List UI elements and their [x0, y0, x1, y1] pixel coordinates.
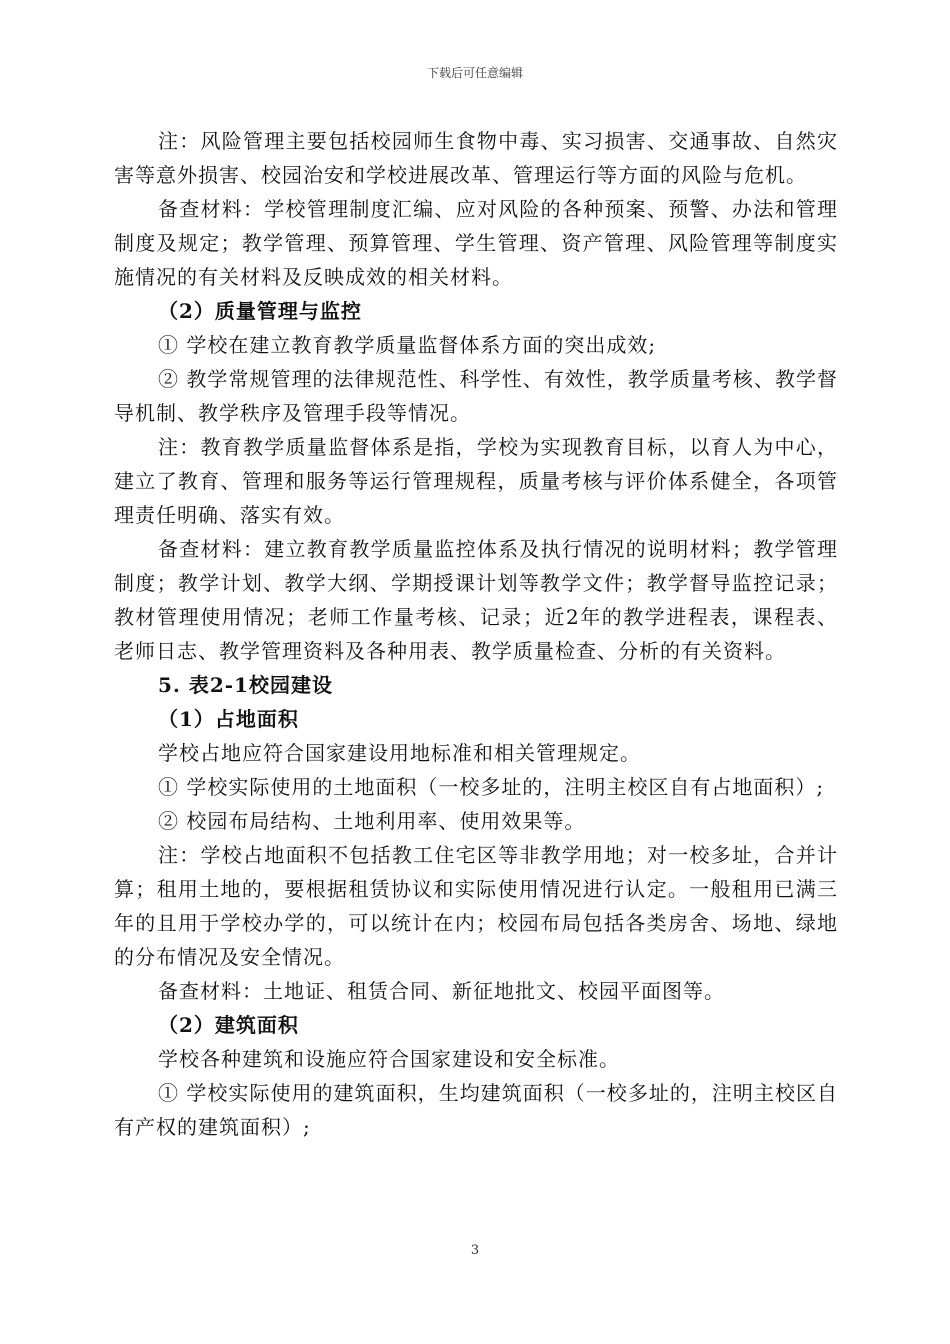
paragraph: 注：风险管理主要包括校园师生食物中毒、实习损害、交通事故、自然灾害等意外损害、校园治安和学校进展改革、管理运行等方面的风险与危机。	[114, 129, 838, 187]
section-heading: （2）建筑面积	[158, 1013, 299, 1037]
page-number: 3	[470, 1243, 480, 1258]
paragraph: 备查材料：土地证、租赁合同、新征地批文、校园平面图等。	[158, 979, 725, 1003]
section-heading: 5. 表2-1校园建设	[158, 673, 333, 697]
list-item: ② 教学常规管理的法律规范性、科学性、有效性，教学质量考核、教学督导机制、教学秩序及管理手段等情况。	[114, 367, 838, 425]
section-heading: （2）质量管理与监控	[158, 299, 362, 323]
paragraph: 备查材料：学校管理制度汇编、应对风险的各种预案、预警、办法和管理制度及规定；教学管理、预算管理、学生管理、资产管理、风险管理等制度实施情况的有关材料及反映成效的相关材料。	[114, 197, 838, 289]
paragraph: 学校各种建筑和设施应符合国家建设和安全标准。	[158, 1047, 620, 1071]
paragraph: 注：学校占地面积不包括教工住宅区等非教学用地；对一校多址，合并计算；租用土地的，要根据租赁协议和实际使用情况进行认定。一般租用已满三年的且用于学校办学的，可以统计在内；校园布局包括各类房舍、场地、绿地的分布情况及安全情况。	[114, 843, 838, 969]
list-item: ① 学校实际使用的土地面积（一校多址的，注明主校区自有占地面积）;	[158, 775, 825, 799]
paragraph: 备查材料：建立教育教学质量监控体系及执行情况的说明材料；教学管理制度；教学计划、教学大纲、学期授课计划等教学文件；教学督导监控记录；教材管理使用情况；老师工作量考核、记录；近2年的教学进程表，课程表、老师日志、教学管理资料及各种用表、教学质量检查、分析的有关资料。	[114, 537, 838, 663]
paragraph: 注：教育教学质量监督体系是指，学校为实现教育目标，以育人为中心，建立了教育、管理和服务等运行管理规程，质量考核与评价体系健全，各项管理责任明确、落实有效。	[114, 435, 838, 527]
document-body	[114, 124, 838, 1144]
list-item: ② 校园布局结构、土地利用率、使用效果等。	[158, 809, 586, 833]
list-item: ① 学校在建立教育教学质量监督体系方面的突出成效;	[158, 333, 657, 357]
paragraph: 学校占地应符合国家建设用地标准和相关管理规定。	[158, 741, 641, 765]
page-header: 下载后可任意编辑	[426, 66, 523, 80]
section-heading: （1）占地面积	[158, 707, 299, 731]
list-item: ① 学校实际使用的建筑面积，生均建筑面积（一校多址的，注明主校区自有产权的建筑面积）;	[114, 1081, 838, 1139]
